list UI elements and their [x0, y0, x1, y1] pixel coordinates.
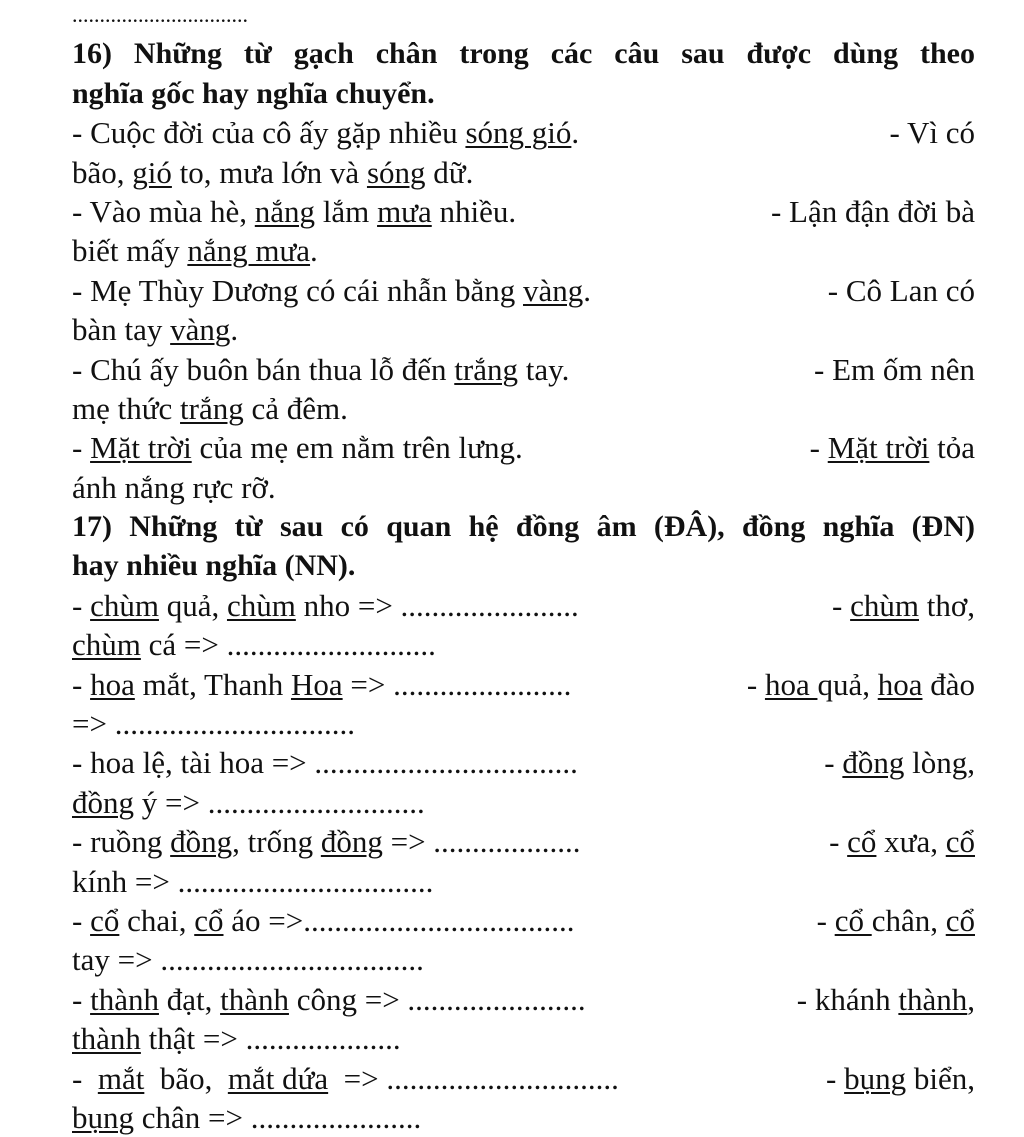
text-run: - Cuộc đời của cô ấy gặp nhiều [72, 115, 466, 151]
text-run: tỏa [929, 430, 975, 466]
line-right-part [832, 586, 975, 625]
text-run: xưa, [876, 824, 946, 860]
underlined-word: thành [220, 981, 289, 1017]
text-run: - [829, 824, 848, 860]
text-run: - [809, 430, 828, 466]
text-line [72, 1098, 975, 1137]
underlined-word: vàng [170, 312, 231, 348]
underlined-word: hoa [764, 666, 818, 702]
line-right-part [828, 271, 975, 310]
text-run: hay nhiều nghĩa (NN). [72, 549, 356, 583]
underlined-word: thành [898, 981, 968, 1017]
underlined-word: sóng gió [465, 115, 572, 151]
underlined-word: gió [132, 154, 172, 190]
text-run: nho => ....................... [295, 587, 579, 623]
section-heading-line [72, 74, 975, 113]
underlined-word: nắng mưa [187, 233, 311, 269]
text-run: - Em ốm nên [814, 351, 975, 387]
text-run: - [824, 745, 843, 781]
text-run: - [72, 666, 91, 702]
document-page [72, 0, 975, 1137]
underlined-word: bụng [72, 1099, 134, 1135]
text-run: - ruồng [72, 824, 171, 860]
text-run: , [967, 981, 975, 1017]
text-run: - Cô Lan có [827, 272, 975, 308]
underlined-word: đồng [72, 784, 134, 820]
text-run: ý => ............................ [134, 784, 425, 820]
underlined-word: trắng [180, 390, 244, 426]
section-heading-line [72, 34, 975, 73]
text-run: kính => ................................. [72, 863, 434, 899]
text-run: . [230, 312, 239, 348]
line-left-part [72, 192, 516, 231]
text-run: công => ....................... [288, 981, 586, 1017]
text-run: bão, [144, 1060, 228, 1096]
text-line [72, 743, 975, 782]
underlined-word: chùm [850, 587, 919, 623]
underlined-word: mưa [377, 193, 432, 229]
answer-dots-line [72, 0, 975, 34]
text-run: cá => ........................... [140, 627, 436, 663]
line-right-part [829, 822, 975, 861]
text-run: - hoa lệ, tài hoa => .................................. [72, 745, 578, 781]
text-run: - [72, 587, 91, 623]
text-line [72, 901, 975, 940]
text-run: 17) Những từ sau có quan hệ đồng âm (ĐÂ), đồng nghĩa (ĐN) [72, 510, 975, 544]
text-line [72, 940, 975, 979]
text-run: bàn tay [72, 312, 171, 348]
line-right-part [797, 980, 975, 1019]
underlined-word: Mặt trời [90, 430, 192, 466]
line-right-part [771, 192, 975, 231]
text-run: - [826, 1060, 845, 1096]
line-left-part [72, 822, 581, 861]
underlined-word: hoa [90, 666, 135, 702]
line-right-part [810, 428, 975, 467]
line-right-part [814, 350, 975, 389]
text-run: to, mưa lớn và [171, 154, 367, 190]
underlined-word: hoa [877, 666, 923, 702]
underlined-word: cổ [847, 824, 877, 860]
text-run: quả, [817, 666, 878, 702]
text-line [72, 310, 975, 349]
underlined-word: Mặt trời [827, 430, 930, 466]
text-run: mắt, Thanh [134, 666, 291, 702]
text-run: . [583, 272, 592, 308]
text-run: - [832, 587, 851, 623]
underlined-word: đồng [170, 824, 233, 860]
text-run: chân => ...................... [134, 1099, 422, 1135]
underlined-word: Hoa [290, 666, 343, 702]
text-run: đào [922, 666, 975, 702]
text-run: tay => .................................. [72, 942, 424, 978]
line-left-part [72, 1059, 619, 1098]
text-run: biết mấy [72, 233, 188, 269]
text-line [72, 980, 975, 1019]
text-run: - Vào mùa hè, [72, 193, 255, 229]
text-run: lắm [315, 193, 378, 229]
text-line [72, 704, 975, 743]
line-left-part [72, 743, 578, 782]
line-left-part [72, 428, 523, 467]
text-run: - [72, 1060, 98, 1096]
text-line [72, 192, 975, 231]
underlined-word: cổ [945, 902, 975, 938]
underlined-word: mắt [97, 1060, 145, 1096]
underlined-word: thành [72, 1021, 141, 1057]
underlined-word: thành [90, 981, 159, 1017]
underlined-word: chùm [226, 587, 296, 623]
text-run: của mẹ em nằm trên lưng. [191, 430, 523, 466]
text-line [72, 153, 975, 192]
line-left-part [72, 113, 579, 152]
text-line [72, 625, 975, 664]
line-left-part [72, 350, 569, 389]
line-left-part [72, 980, 586, 1019]
text-run: , trống [232, 824, 321, 860]
underlined-word: cổ [834, 902, 872, 938]
text-run: đạt, [158, 981, 221, 1017]
underlined-word: cổ [90, 902, 120, 938]
text-line [72, 665, 975, 704]
underlined-word: chùm [90, 587, 159, 623]
underlined-word: nắng [254, 193, 316, 229]
text-run: chai, [119, 902, 195, 938]
text-run: => ............................... [72, 706, 355, 742]
text-run: - Lận đận đời bà [770, 193, 975, 229]
text-line [72, 113, 975, 152]
underlined-word: cổ [945, 824, 975, 860]
text-line [72, 586, 975, 625]
underlined-word: đồng [842, 745, 905, 781]
text-line [72, 231, 975, 270]
underlined-word: bụng [844, 1060, 907, 1096]
text-run: - [72, 981, 91, 1017]
underlined-word: cổ [194, 902, 224, 938]
text-line [72, 389, 975, 428]
line-right-part [817, 901, 975, 940]
text-line [72, 822, 975, 861]
text-run: biển, [906, 1060, 975, 1096]
text-run: . [571, 115, 580, 151]
text-run: thật => .................... [140, 1021, 401, 1057]
underlined-word: mắt dứa [227, 1060, 329, 1096]
line-left-part [72, 586, 579, 625]
text-run: - [72, 430, 91, 466]
text-run: . [310, 233, 318, 269]
underlined-word: trắng [454, 351, 518, 387]
text-run: nghĩa gốc hay nghĩa chuyển. [72, 76, 435, 110]
text-run: - Mẹ Thùy Dương có cái nhẫn bằng [72, 272, 524, 308]
text-line [72, 862, 975, 901]
underlined-word: chùm [72, 627, 141, 663]
text-line [72, 271, 975, 310]
text-run: => .............................. [328, 1060, 619, 1096]
text-line [72, 468, 975, 507]
line-left-part [72, 665, 571, 704]
underlined-word: sóng [366, 154, 426, 190]
line-right-part [747, 665, 975, 704]
text-run: tay. [517, 351, 570, 387]
text-line [72, 350, 975, 389]
text-line [72, 783, 975, 822]
text-line [72, 1019, 975, 1058]
line-right-part [824, 743, 975, 782]
line-right-part [826, 1059, 975, 1098]
text-run: 16) Những từ gạch chân trong các câu sau được dùng theo [72, 37, 975, 71]
text-run: lòng, [904, 745, 975, 781]
text-run: cả đêm. [243, 390, 348, 426]
underlined-word: đồng [320, 824, 383, 860]
text-run: => ....................... [342, 666, 572, 702]
text-run: - [746, 666, 765, 702]
text-run: - [816, 902, 835, 938]
section-heading-line [72, 507, 975, 546]
text-run: - [72, 902, 91, 938]
text-run: dữ. [425, 154, 474, 190]
text-run: áo =>................................... [223, 902, 575, 938]
text-run: thơ, [918, 587, 975, 623]
underlined-word: vàng [523, 272, 584, 308]
line-left-part [72, 901, 574, 940]
line-right-part [889, 113, 975, 152]
text-run: bão, [72, 154, 133, 190]
text-run: - khánh [796, 981, 899, 1017]
text-run: nhiều. [431, 193, 517, 229]
text-run: - Vì có [889, 115, 975, 151]
text-run: => ................... [382, 824, 581, 860]
text-run: quả, [158, 587, 227, 623]
text-line [72, 1059, 975, 1098]
text-line [72, 428, 975, 467]
text-run: ................................ [72, 2, 248, 27]
text-run: ánh nắng rực rỡ. [72, 469, 276, 505]
text-run: chân, [871, 902, 946, 938]
text-run: - Chú ấy buôn bán thua lỗ đến [72, 351, 455, 387]
text-run: mẹ thức [72, 390, 181, 426]
section-heading-line [72, 546, 975, 585]
line-left-part [72, 271, 591, 310]
